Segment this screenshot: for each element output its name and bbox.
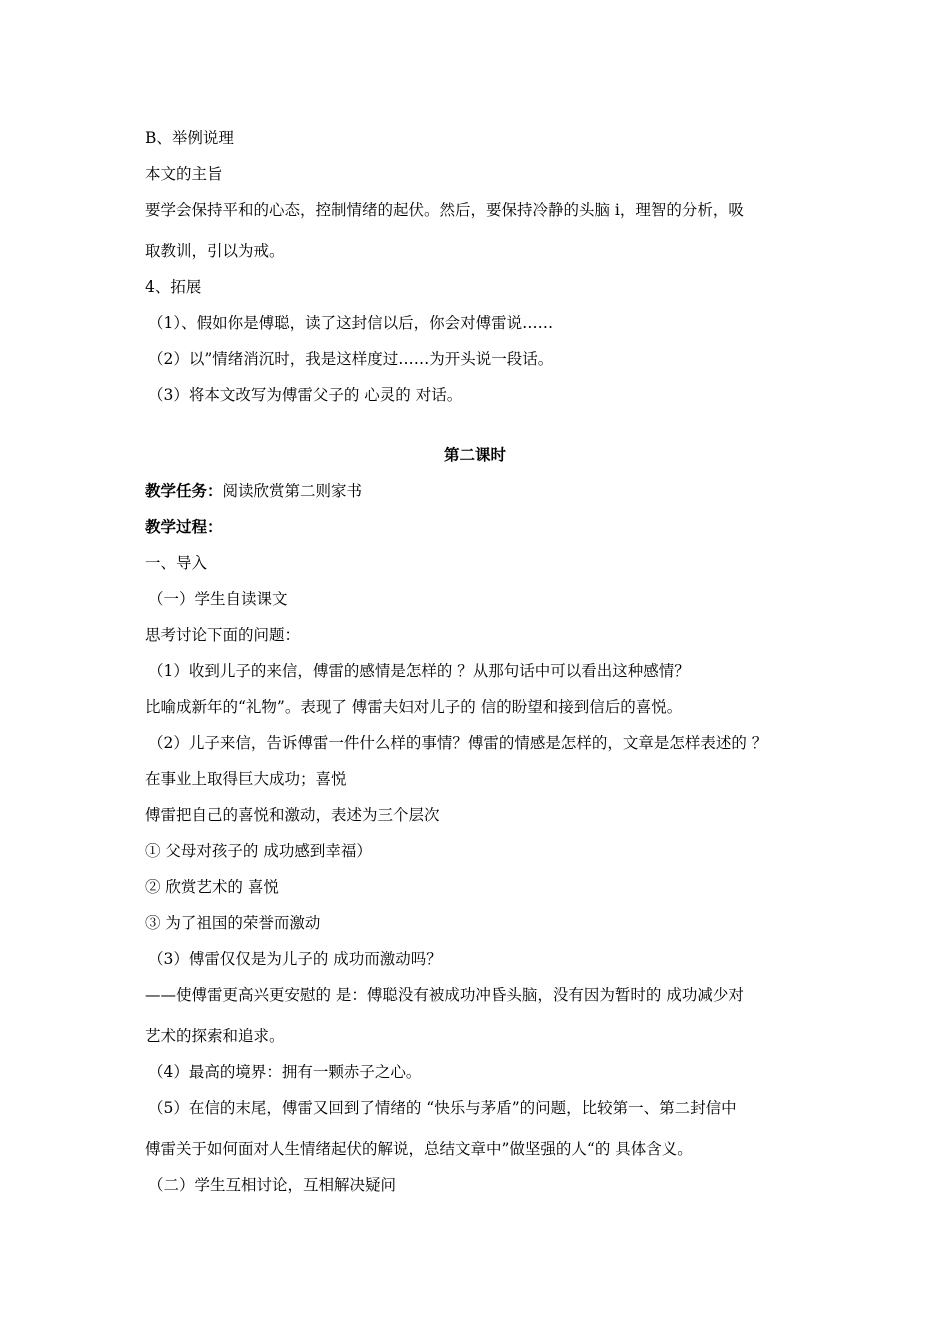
mutual-discussion-heading: （二）学生互相讨论，互相解决疑问 (148, 1176, 397, 1194)
extend-item-2: （2）以”情绪消沉时，我是这样度过……为开头说一段话。 (148, 350, 554, 368)
teaching-task-label: 教学任务： (145, 481, 223, 500)
answer-3-line-1: ——使傅雷更高兴更安慰的 是：傅聪没有被成功冲昏头脑，没有因为暂时的 成功减少对 (145, 986, 744, 1004)
question-3: （3）傅雷仅仅是为儿子的 成功而激动吗？ (148, 950, 442, 968)
level-3: ③ 为了祖国的荣誉而激动 (145, 914, 321, 932)
self-read-heading: （一）学生自读课文 (148, 590, 288, 608)
discuss-prompt: 思考讨论下面的问题： (145, 626, 301, 644)
b-example-text: B、举例说理 (145, 129, 234, 147)
intro-heading: 一、导入 (145, 554, 208, 572)
main-idea-text-2: 取教训，引以为戒。 (145, 242, 285, 260)
extend-item-3: （3）将本文改写为傅雷父子的 心灵的 对话。 (148, 386, 463, 404)
extend-label: 4、拓展 (145, 278, 202, 296)
teaching-task-text: 阅读欣赏第二则家书 (222, 482, 363, 500)
extend-item-1: （1）、假如你是傅聪，读了这封信以后，你会对傅雷说…… (148, 314, 554, 332)
answer-3-line-2: 艺术的探索和追求。 (145, 1027, 285, 1045)
question-2: （2）儿子来信，告诉傅雷一件什么样的事情？傅雷的情感是怎样的，文章是怎样表述的 ？ (148, 734, 768, 752)
level-1: ① 父母对孩子的 成功感到幸福） (145, 842, 372, 860)
question-5-line-2: 傅雷关于如何面对人生情绪起伏的解说，总结文章中”做坚强的人“的 具体含义。 (145, 1140, 693, 1158)
question-1: （1）收到儿子的来信，傅雷的感情是怎样的 ？从那句话中可以看出这种感情？ (148, 662, 690, 680)
teaching-task (145, 481, 362, 501)
answer-2-line-2: 傅雷把自己的喜悦和激动，表述为三个层次 (145, 806, 440, 824)
question-5-line-1: （5）在信的末尾，傅雷又回到了情绪的 “快乐与茅盾”的问题，比较第一、第二封信中 (148, 1099, 737, 1117)
lesson-title: 第二课时 (443, 445, 506, 464)
main-idea-text-1: 要学会保持平和的心态，控制情绪的起伏。然后，要保持冷静的头脑 i，理智的分析，吸 (145, 201, 744, 219)
answer-1: 比喻成新年的“礼物”。表现了 傅雷夫妇对儿子的 信的盼望和接到信后的喜悦。 (145, 698, 683, 716)
question-4: （4）最高的境界：拥有一颗赤子之心。 (148, 1063, 422, 1081)
teaching-process-label: 教学过程： (145, 517, 223, 536)
level-2: ② 欣赏艺术的 喜悦 (145, 878, 279, 896)
answer-2-line-1: 在事业上取得巨大成功；喜悦 (145, 770, 347, 788)
main-idea-label: 本文的主旨 (145, 165, 223, 183)
